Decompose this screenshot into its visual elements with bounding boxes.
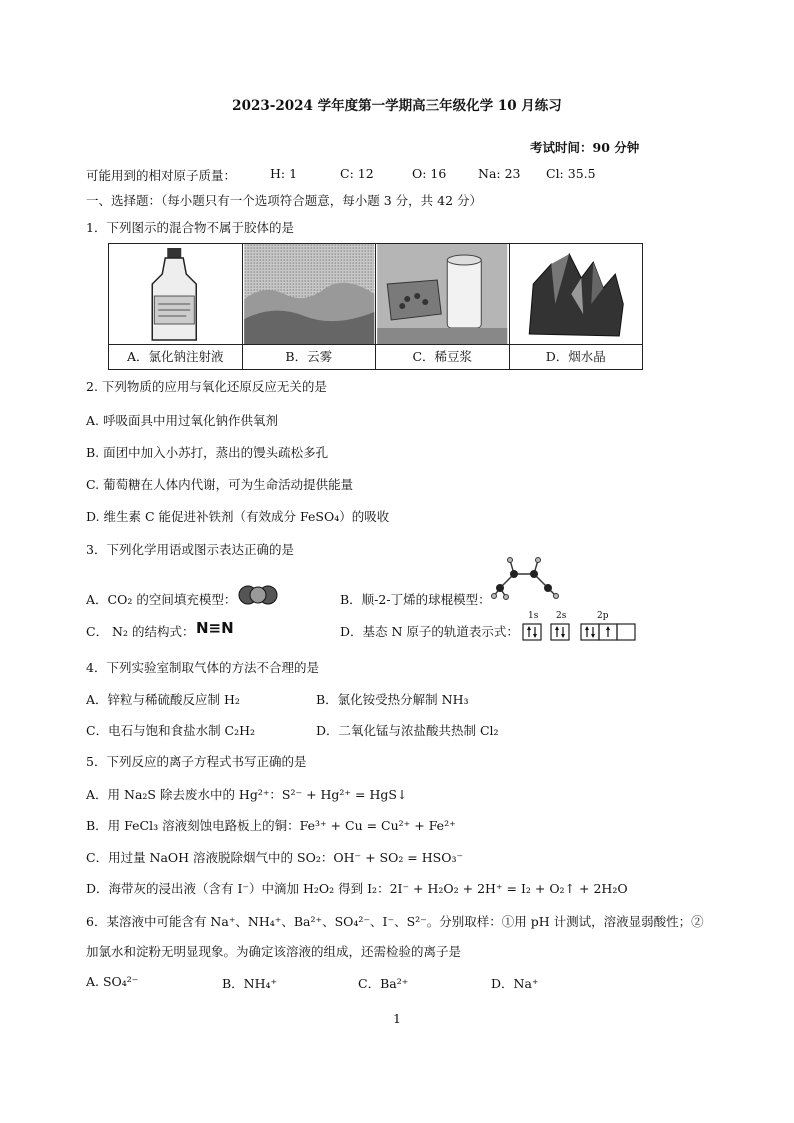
atomic-mass-c: C: 12 (340, 166, 374, 181)
q1-cell-c (376, 244, 510, 370)
q5-option-b: B．用 FeCl₃ 溶液刻蚀电路板上的铜：Fe³⁺ + Cu = Cu²⁺ + Fe²⁺ (86, 818, 456, 833)
q1-cell-a (109, 244, 243, 370)
q6-option-b: B．NH₄⁺ (222, 976, 278, 991)
q4-option-a: A．锌粒与稀硫酸反应制 H₂ (86, 692, 240, 707)
page-number: 1 (393, 1011, 401, 1026)
q2-option-c: C. 葡萄糖在人体内代谢，可为生命活动提供能量 (86, 477, 354, 492)
n2-structural-formula: N≡N (196, 619, 234, 637)
section-heading: 一、选择题：（每小题只有一个选项符合题意，每小题 3 分，共 42 分） (86, 193, 483, 208)
q4-stem: 4．下列实验室制取气体的方法不合理的是 (86, 660, 319, 675)
q3-option-d: D．基态 N 原子的轨道表示式： (340, 624, 519, 639)
q5-option-a: A．用 Na₂S 除去废水中的 Hg²⁺：S²⁻ + Hg²⁺ = HgS↓ (86, 787, 408, 802)
soy-milk-image (376, 244, 509, 345)
q2-option-b: B. 面团中加入小苏打，蒸出的馒头疏松多孔 (86, 445, 329, 460)
q4-option-b: B．氯化铵受热分解制 NH₃ (316, 692, 469, 707)
orbital-label-2p: 2p (597, 611, 609, 621)
q5-stem: 5．下列反应的离子方程式书写正确的是 (86, 754, 307, 769)
q3-option-a: A．CO₂ 的空间填充模型： (86, 592, 237, 607)
saline-bottle-image (109, 244, 242, 345)
q1-option-a: A．氯化钠注射液 (126, 349, 224, 364)
q4-option-d: D．二氧化锰与浓盐酸共热制 Cl₂ (316, 723, 499, 738)
orbital-diagram (522, 623, 640, 644)
co2-space-filling-model (238, 580, 278, 613)
atomic-mass-o: O: 16 (412, 166, 447, 181)
atomic-mass-na: Na: 23 (478, 166, 521, 181)
atomic-mass-label: 可能用到的相对原子质量： (86, 168, 237, 183)
atomic-mass-h: H: 1 (270, 166, 298, 181)
q3-option-b: B．顺-2-丁烯的球棍模型： (340, 592, 491, 607)
cloud-fog-image (243, 244, 376, 345)
q6-option-c: C．Ba²⁺ (358, 976, 409, 991)
q2-option-d: D. 维生素 C 能促进补铁剂（有效成分 FeSO₄）的吸收 (86, 509, 390, 524)
atomic-mass-cl: Cl: 35.5 (546, 166, 596, 181)
q5-option-d: D．海带灰的浸出液（含有 I⁻）中滴加 H₂O₂ 得到 I₂：2I⁻ + H₂O₂ + 2H⁺ = I₂ + O₂↑ + 2H₂O (86, 881, 628, 896)
q3-option-c: C． N₂ 的结构式： (86, 624, 195, 639)
q2-stem: 2. 下列物质的应用与氧化还原反应无关的是 (86, 379, 327, 394)
orbital-label-1s: 1s (528, 611, 539, 621)
orbital-label-2s: 2s (556, 611, 567, 621)
q2-option-a: A. 呼吸面具中用过氧化钠作供氧剂 (86, 413, 278, 428)
cis-2-butene-ball-stick-model (490, 552, 560, 603)
q1-image-table (108, 243, 643, 370)
q1-cell-d (509, 244, 643, 370)
q6-stem-line1: 6．某溶液中可能含有 Na⁺、NH₄⁺、Ba²⁺、SO₄²⁻、I⁻、S²⁻。分别取样：①用 pH 计测试，溶液显弱酸性；② (86, 914, 704, 929)
smoky-quartz-image (510, 244, 643, 345)
q3-stem: 3．下列化学用语或图示表达正确的是 (86, 542, 294, 557)
q1-option-c: C．稀豆浆 (412, 349, 473, 364)
q1-option-b: B．云雾 (285, 349, 333, 364)
q6-stem-line2: 加氯水和淀粉无明显现象。为确定该溶液的组成，还需检验的离子是 (86, 944, 462, 959)
page-title: 2023-2024 学年度第一学期高三年级化学 10 月练习 (232, 98, 562, 114)
q5-option-c: C．用过量 NaOH 溶液脱除烟气中的 SO₂：OH⁻ + SO₂ = HSO₃⁻ (86, 850, 464, 865)
exam-time: 考试时间：90 分钟 (530, 140, 640, 155)
q1-stem: 1．下列图示的混合物不属于胶体的是 (86, 220, 294, 235)
q1-cell-b (242, 244, 376, 370)
q1-option-d: D．烟水晶 (545, 349, 606, 364)
q4-option-c: C．电石与饱和食盐水制 C₂H₂ (86, 723, 256, 738)
q6-option-d: D．Na⁺ (491, 976, 539, 991)
q6-option-a: A. SO₄²⁻ (86, 974, 139, 989)
